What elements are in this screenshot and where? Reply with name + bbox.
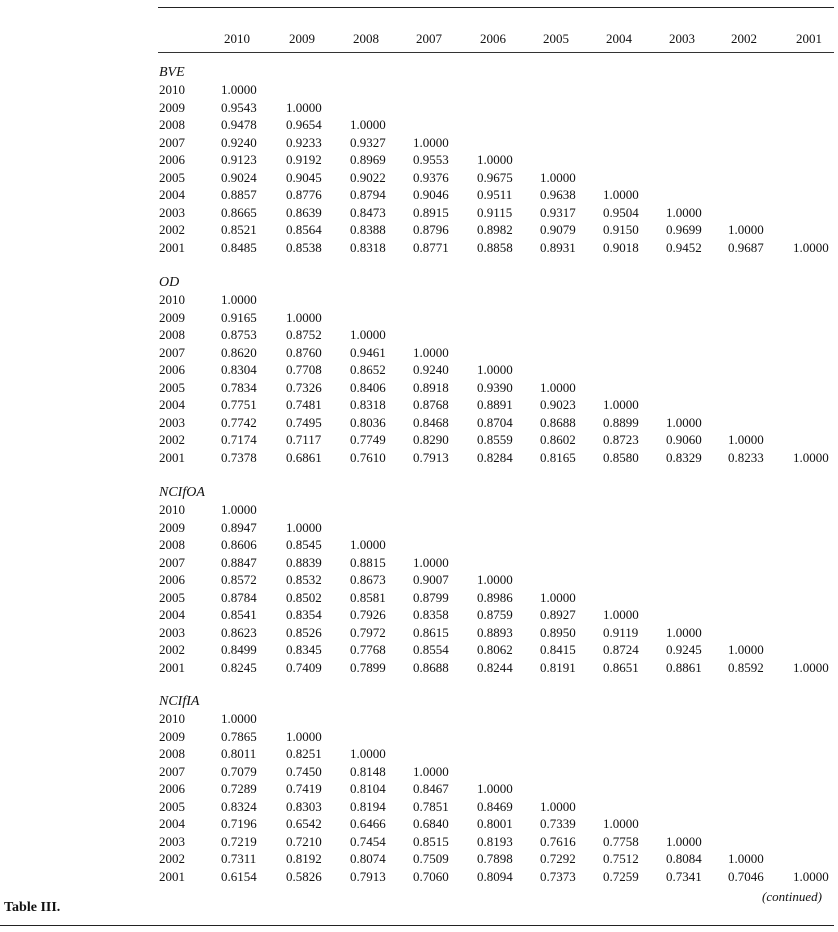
correlation-cell: 0.8354: [286, 607, 322, 623]
column-header: 2003: [669, 31, 695, 46]
row-year-label: 2002: [159, 432, 185, 448]
correlation-cell: 0.8915: [413, 204, 449, 220]
correlation-cell: 0.7749: [350, 432, 386, 448]
correlation-cell: 0.7708: [286, 362, 322, 378]
row-year-label: 2010: [159, 502, 185, 518]
row-year-label: 2001: [159, 659, 185, 675]
row-year-label: 2004: [159, 607, 185, 623]
correlation-cell: 1.0000: [413, 763, 449, 779]
correlation-cell: 0.7851: [413, 798, 449, 814]
correlation-cell: 0.8467: [413, 781, 449, 797]
correlation-cell: 0.8580: [603, 449, 639, 465]
correlation-cell: 0.8194: [350, 798, 386, 814]
correlation-cell: 0.9022: [350, 169, 386, 185]
correlation-cell: 0.7972: [350, 624, 386, 640]
correlation-cell: 1.0000: [728, 432, 764, 448]
row-year-label: 2005: [159, 798, 185, 814]
row-year-label: 2004: [159, 397, 185, 413]
correlation-cell: 0.8094: [477, 868, 513, 884]
correlation-cell: 0.8473: [350, 204, 386, 220]
correlation-cell: 0.8815: [350, 554, 386, 570]
correlation-cell: 1.0000: [666, 204, 702, 220]
correlation-cell: 1.0000: [666, 414, 702, 430]
correlation-cell: 0.7495: [286, 414, 322, 430]
row-year-label: 2009: [159, 309, 185, 325]
correlation-cell: 1.0000: [221, 82, 257, 98]
correlation-cell: 0.8165: [540, 449, 576, 465]
correlation-cell: 0.8784: [221, 589, 257, 605]
correlation-cell: 0.7512: [603, 851, 639, 867]
correlation-cell: 0.7378: [221, 449, 257, 465]
row-year-label: 2003: [159, 414, 185, 430]
correlation-cell: 0.9123: [221, 152, 257, 168]
correlation-cell: 0.8468: [413, 414, 449, 430]
correlation-cell: 0.8891: [477, 397, 513, 413]
correlation-cell: 0.8318: [350, 397, 386, 413]
correlation-cell: 0.7196: [221, 816, 257, 832]
correlation-cell: 0.7509: [413, 851, 449, 867]
correlation-cell: 0.8532: [286, 572, 322, 588]
correlation-cell: 1.0000: [603, 816, 639, 832]
correlation-cell: 0.7311: [221, 851, 257, 867]
correlation-cell: 1.0000: [350, 117, 386, 133]
section-title: NCIfIA: [159, 694, 200, 709]
continued-note: (continued): [762, 889, 822, 904]
correlation-cell: 0.7117: [286, 432, 322, 448]
correlation-cell: 0.7758: [603, 833, 639, 849]
correlation-cell: 1.0000: [728, 642, 764, 658]
row-year-label: 2007: [159, 134, 185, 150]
table-top-rule: [158, 7, 834, 8]
correlation-cell: 1.0000: [603, 397, 639, 413]
correlation-cell: 0.8324: [221, 798, 257, 814]
correlation-cell: 0.8304: [221, 362, 257, 378]
row-year-label: 2006: [159, 572, 185, 588]
correlation-cell: 0.8982: [477, 222, 513, 238]
correlation-cell: 0.7292: [540, 851, 576, 867]
correlation-cell: 0.9233: [286, 134, 322, 150]
correlation-cell: 0.6840: [413, 816, 449, 832]
correlation-cell: 0.9675: [477, 169, 513, 185]
correlation-cell: 1.0000: [728, 851, 764, 867]
correlation-cell: 0.9376: [413, 169, 449, 185]
correlation-cell: 0.8839: [286, 554, 322, 570]
correlation-cell: 0.8771: [413, 239, 449, 255]
correlation-cell: 0.8191: [540, 659, 576, 675]
correlation-cell: 0.9024: [221, 169, 257, 185]
correlation-cell: 0.9018: [603, 239, 639, 255]
correlation-cell: 0.8193: [477, 833, 513, 849]
row-year-label: 2005: [159, 379, 185, 395]
correlation-cell: 0.9240: [221, 134, 257, 150]
correlation-cell: 0.8759: [477, 607, 513, 623]
correlation-cell: 1.0000: [793, 449, 829, 465]
correlation-cell: 1.0000: [477, 781, 513, 797]
correlation-cell: 0.7174: [221, 432, 257, 448]
correlation-cell: 0.9045: [286, 169, 322, 185]
correlation-cell: 0.8986: [477, 589, 513, 605]
correlation-cell: 1.0000: [350, 746, 386, 762]
column-header: 2010: [224, 31, 250, 46]
correlation-cell: 0.8947: [221, 519, 257, 535]
column-header: 2006: [480, 31, 506, 46]
correlation-cell: 0.8499: [221, 642, 257, 658]
row-year-label: 2007: [159, 554, 185, 570]
row-year-label: 2002: [159, 222, 185, 238]
row-year-label: 2008: [159, 746, 185, 762]
correlation-cell: 0.8893: [477, 624, 513, 640]
correlation-cell: 0.9638: [540, 187, 576, 203]
correlation-cell: 0.9150: [603, 222, 639, 238]
correlation-cell: 0.8796: [413, 222, 449, 238]
correlation-cell: 0.8861: [666, 659, 702, 675]
correlation-cell: 0.7079: [221, 763, 257, 779]
row-year-label: 2003: [159, 204, 185, 220]
correlation-cell: 0.8673: [350, 572, 386, 588]
correlation-cell: 0.8148: [350, 763, 386, 779]
correlation-cell: 0.7742: [221, 414, 257, 430]
correlation-cell: 0.7046: [728, 868, 764, 884]
correlation-cell: 0.6542: [286, 816, 322, 832]
row-year-label: 2005: [159, 589, 185, 605]
correlation-cell: 0.7751: [221, 397, 257, 413]
correlation-cell: 1.0000: [477, 362, 513, 378]
row-year-label: 2006: [159, 362, 185, 378]
row-year-label: 2006: [159, 781, 185, 797]
table-caption-label: Table III.: [4, 900, 61, 915]
correlation-cell: 0.8753: [221, 327, 257, 343]
correlation-cell: 0.8284: [477, 449, 513, 465]
correlation-cell: 0.9192: [286, 152, 322, 168]
correlation-cell: 0.7373: [540, 868, 576, 884]
row-year-label: 2002: [159, 851, 185, 867]
correlation-cell: 1.0000: [540, 169, 576, 185]
correlation-cell: 0.8665: [221, 204, 257, 220]
correlation-cell: 1.0000: [350, 537, 386, 553]
section-title: NCIfOA: [159, 485, 205, 500]
correlation-cell: 0.7865: [221, 728, 257, 744]
row-year-label: 2003: [159, 624, 185, 640]
correlation-cell: 0.7210: [286, 833, 322, 849]
correlation-cell: 0.8084: [666, 851, 702, 867]
correlation-cell: 1.0000: [286, 99, 322, 115]
correlation-cell: 0.8233: [728, 449, 764, 465]
correlation-cell: 0.8602: [540, 432, 576, 448]
correlation-cell: 0.8521: [221, 222, 257, 238]
correlation-cell: 0.8581: [350, 589, 386, 605]
row-year-label: 2002: [159, 642, 185, 658]
correlation-cell: 0.8760: [286, 344, 322, 360]
correlation-cell: 0.8192: [286, 851, 322, 867]
row-year-label: 2001: [159, 239, 185, 255]
correlation-cell: 0.8623: [221, 624, 257, 640]
correlation-cell: 1.0000: [221, 711, 257, 727]
correlation-cell: 0.8752: [286, 327, 322, 343]
row-year-label: 2003: [159, 833, 185, 849]
correlation-cell: 1.0000: [221, 502, 257, 518]
correlation-cell: 0.9023: [540, 397, 576, 413]
correlation-cell: 0.9240: [413, 362, 449, 378]
correlation-cell: 0.8858: [477, 239, 513, 255]
table-header-rule: [158, 52, 834, 53]
correlation-cell: 0.8345: [286, 642, 322, 658]
correlation-cell: 0.8688: [540, 414, 576, 430]
correlation-cell: 0.9007: [413, 572, 449, 588]
correlation-cell: 0.9687: [728, 239, 764, 255]
row-year-label: 2007: [159, 344, 185, 360]
correlation-cell: 0.7899: [350, 659, 386, 675]
correlation-cell: 0.8969: [350, 152, 386, 168]
row-year-label: 2009: [159, 519, 185, 535]
correlation-cell: 0.8950: [540, 624, 576, 640]
correlation-cell: 1.0000: [666, 624, 702, 640]
row-year-label: 2009: [159, 728, 185, 744]
correlation-cell: 0.8615: [413, 624, 449, 640]
correlation-cell: 0.9165: [221, 309, 257, 325]
correlation-cell: 0.8318: [350, 239, 386, 255]
correlation-cell: 0.8545: [286, 537, 322, 553]
correlation-cell: 0.9317: [540, 204, 576, 220]
correlation-cell: 0.7913: [350, 868, 386, 884]
correlation-cell: 0.8538: [286, 239, 322, 255]
correlation-cell: 0.8502: [286, 589, 322, 605]
correlation-cell: 0.8001: [477, 816, 513, 832]
correlation-cell: 0.9553: [413, 152, 449, 168]
correlation-cell: 0.7898: [477, 851, 513, 867]
correlation-cell: 0.8564: [286, 222, 322, 238]
correlation-cell: 1.0000: [793, 239, 829, 255]
correlation-cell: 0.8724: [603, 642, 639, 658]
correlation-cell: 0.6861: [286, 449, 322, 465]
correlation-cell: 0.8011: [221, 746, 257, 762]
correlation-cell: 0.9478: [221, 117, 257, 133]
correlation-cell: 0.6466: [350, 816, 386, 832]
correlation-cell: 1.0000: [286, 309, 322, 325]
column-header: 2009: [289, 31, 315, 46]
correlation-cell: 0.9327: [350, 134, 386, 150]
correlation-cell: 1.0000: [413, 554, 449, 570]
correlation-cell: 0.8652: [350, 362, 386, 378]
correlation-cell: 0.9046: [413, 187, 449, 203]
column-header: 2005: [543, 31, 569, 46]
correlation-cell: 0.7419: [286, 781, 322, 797]
correlation-cell: 0.7259: [603, 868, 639, 884]
correlation-cell: 0.9504: [603, 204, 639, 220]
correlation-cell: 0.7913: [413, 449, 449, 465]
row-year-label: 2007: [159, 763, 185, 779]
correlation-cell: 0.9461: [350, 344, 386, 360]
correlation-cell: 0.8358: [413, 607, 449, 623]
row-year-label: 2008: [159, 327, 185, 343]
correlation-cell: 1.0000: [603, 187, 639, 203]
correlation-cell: 0.9060: [666, 432, 702, 448]
correlation-cell: 0.8799: [413, 589, 449, 605]
correlation-cell: 0.8062: [477, 642, 513, 658]
correlation-cell: 0.8651: [603, 659, 639, 675]
row-year-label: 2008: [159, 537, 185, 553]
correlation-cell: 0.7450: [286, 763, 322, 779]
correlation-cell: 0.8290: [413, 432, 449, 448]
correlation-cell: 0.8541: [221, 607, 257, 623]
correlation-cell: 0.9511: [477, 187, 513, 203]
correlation-cell: 1.0000: [540, 379, 576, 395]
correlation-cell: 0.8927: [540, 607, 576, 623]
correlation-cell: 0.8554: [413, 642, 449, 658]
correlation-cell: 0.8485: [221, 239, 257, 255]
correlation-cell: 0.9390: [477, 379, 513, 395]
correlation-cell: 0.8918: [413, 379, 449, 395]
correlation-cell: 0.8688: [413, 659, 449, 675]
correlation-cell: 0.8794: [350, 187, 386, 203]
correlation-cell: 0.6154: [221, 868, 257, 884]
row-year-label: 2006: [159, 152, 185, 168]
correlation-cell: 0.7409: [286, 659, 322, 675]
correlation-cell: 0.7341: [666, 868, 702, 884]
correlation-cell: 1.0000: [603, 607, 639, 623]
column-header: 2008: [353, 31, 379, 46]
row-year-label: 2010: [159, 82, 185, 98]
correlation-cell: 1.0000: [350, 327, 386, 343]
correlation-cell: 0.8723: [603, 432, 639, 448]
correlation-cell: 0.8251: [286, 746, 322, 762]
column-header: 2001: [796, 31, 822, 46]
row-year-label: 2005: [159, 169, 185, 185]
row-year-label: 2010: [159, 711, 185, 727]
correlation-cell: 0.9543: [221, 99, 257, 115]
row-year-label: 2004: [159, 187, 185, 203]
correlation-cell: 0.7454: [350, 833, 386, 849]
correlation-cell: 0.8406: [350, 379, 386, 395]
correlation-cell: 0.7610: [350, 449, 386, 465]
correlation-cell: 0.7060: [413, 868, 449, 884]
correlation-cell: 1.0000: [728, 222, 764, 238]
correlation-cell: 0.7481: [286, 397, 322, 413]
correlation-cell: 1.0000: [221, 292, 257, 308]
correlation-cell: 0.8329: [666, 449, 702, 465]
section-title: BVE: [159, 65, 185, 80]
correlation-cell: 0.8606: [221, 537, 257, 553]
correlation-cell: 1.0000: [286, 519, 322, 535]
table-bottom-rule: [0, 925, 834, 926]
correlation-cell: 0.9654: [286, 117, 322, 133]
correlation-cell: 0.8776: [286, 187, 322, 203]
correlation-cell: 0.8526: [286, 624, 322, 640]
correlation-cell: 0.8704: [477, 414, 513, 430]
correlation-cell: 1.0000: [540, 798, 576, 814]
correlation-cell: 0.8245: [221, 659, 257, 675]
correlation-cell: 0.9452: [666, 239, 702, 255]
section-title: OD: [159, 275, 180, 290]
correlation-cell: 0.5826: [286, 868, 322, 884]
correlation-cell: 0.8104: [350, 781, 386, 797]
correlation-cell: 0.7219: [221, 833, 257, 849]
correlation-cell: 1.0000: [793, 868, 829, 884]
correlation-cell: 0.8303: [286, 798, 322, 814]
column-header: 2004: [606, 31, 632, 46]
correlation-cell: 0.8036: [350, 414, 386, 430]
correlation-cell: 0.8559: [477, 432, 513, 448]
row-year-label: 2001: [159, 449, 185, 465]
correlation-cell: 0.9079: [540, 222, 576, 238]
correlation-cell: 0.9699: [666, 222, 702, 238]
row-year-label: 2009: [159, 99, 185, 115]
correlation-cell: 0.8415: [540, 642, 576, 658]
correlation-cell: 0.8768: [413, 397, 449, 413]
correlation-cell: 0.8572: [221, 572, 257, 588]
correlation-cell: 1.0000: [413, 134, 449, 150]
column-header: 2002: [731, 31, 757, 46]
correlation-cell: 0.8244: [477, 659, 513, 675]
correlation-cell: 0.8931: [540, 239, 576, 255]
row-year-label: 2001: [159, 868, 185, 884]
correlation-cell: 0.8847: [221, 554, 257, 570]
correlation-cell: 1.0000: [666, 833, 702, 849]
correlation-cell: 0.9245: [666, 642, 702, 658]
correlation-cell: 0.8639: [286, 204, 322, 220]
correlation-cell: 0.8515: [413, 833, 449, 849]
correlation-cell: 0.7326: [286, 379, 322, 395]
correlation-cell: 1.0000: [286, 728, 322, 744]
correlation-cell: 0.8857: [221, 187, 257, 203]
correlation-cell: 1.0000: [413, 344, 449, 360]
correlation-cell: 0.8074: [350, 851, 386, 867]
correlation-cell: 0.7834: [221, 379, 257, 395]
correlation-cell: 0.7289: [221, 781, 257, 797]
correlation-cell: 0.7926: [350, 607, 386, 623]
row-year-label: 2008: [159, 117, 185, 133]
correlation-cell: 0.7768: [350, 642, 386, 658]
correlation-cell: 0.7339: [540, 816, 576, 832]
correlation-cell: 0.9115: [477, 204, 513, 220]
correlation-cell: 1.0000: [477, 152, 513, 168]
row-year-label: 2010: [159, 292, 185, 308]
correlation-cell: 1.0000: [540, 589, 576, 605]
column-header: 2007: [416, 31, 442, 46]
correlation-cell: 0.8388: [350, 222, 386, 238]
correlation-cell: 0.8899: [603, 414, 639, 430]
correlation-cell: 0.9119: [603, 624, 639, 640]
correlation-cell: 0.8592: [728, 659, 764, 675]
correlation-cell: 0.8469: [477, 798, 513, 814]
correlation-cell: 1.0000: [793, 659, 829, 675]
correlation-cell: 0.7616: [540, 833, 576, 849]
correlation-cell: 0.8620: [221, 344, 257, 360]
correlation-cell: 1.0000: [477, 572, 513, 588]
row-year-label: 2004: [159, 816, 185, 832]
